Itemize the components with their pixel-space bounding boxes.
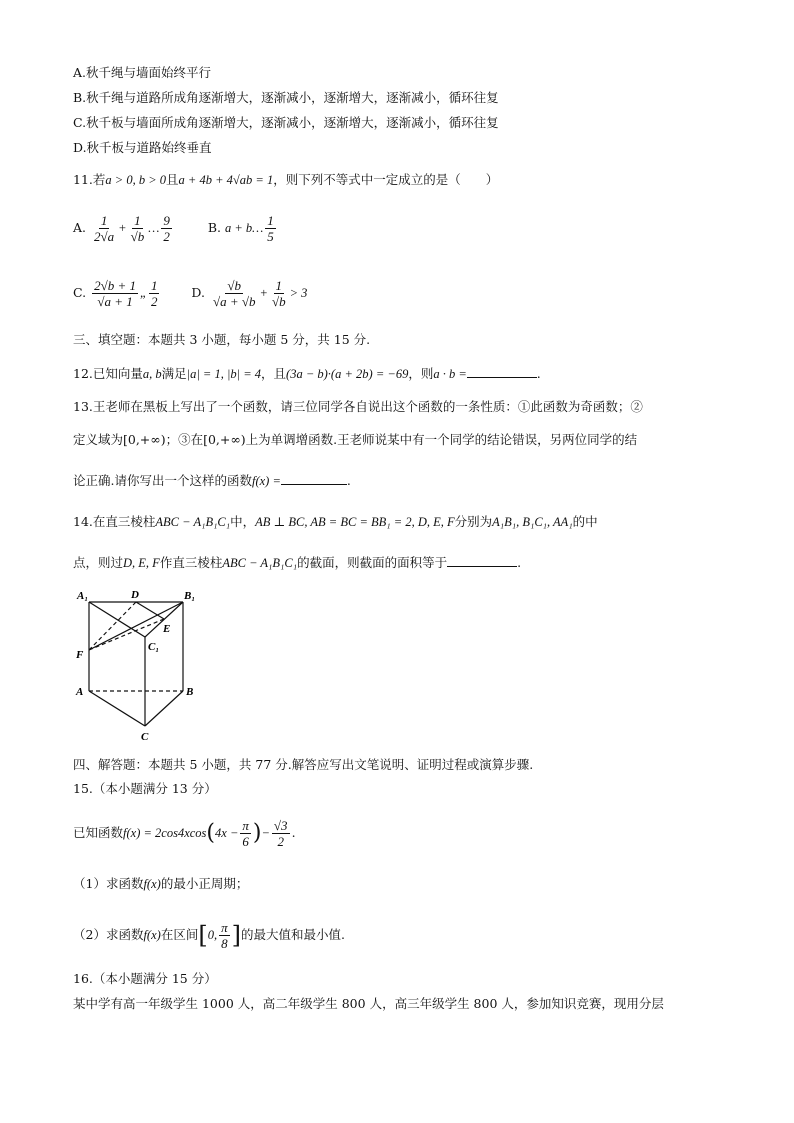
frac-den: √a + √b xyxy=(212,294,256,309)
q12-pre: 12.已知向量 xyxy=(73,366,143,381)
edge-a-c xyxy=(89,691,145,726)
label-c1: C₁ xyxy=(148,641,160,653)
q11-opt-c-frac1 xyxy=(92,278,138,309)
q15-part2 xyxy=(73,917,345,954)
q12-mid3: ，则 xyxy=(408,366,434,381)
edge-a1-c1 xyxy=(89,602,145,637)
frac-den: 6 xyxy=(242,834,249,849)
q14-l1-mid: 中， xyxy=(230,514,256,529)
section3-heading: 三、填空题：本题共 3 小题，每小题 5 分，共 15 分. xyxy=(73,332,371,347)
q14-l1-mid2: 分别为 xyxy=(454,514,493,529)
q11-opt-b-label: B. xyxy=(207,220,221,235)
relation-sign: „ xyxy=(140,286,147,300)
label-d: D xyxy=(131,589,139,601)
frac-den: √b xyxy=(130,229,145,244)
q12-end: . xyxy=(536,366,541,381)
frac-num: 1 xyxy=(100,213,108,228)
frac-den: 2√a xyxy=(94,229,115,244)
q12-cond1: |a| = 1, |b| = 4 xyxy=(186,367,262,381)
q14-l2-points: D, E, F xyxy=(123,556,160,570)
q16-title: 16.（本小题满分 15 分） xyxy=(73,971,217,986)
q15-p2-end: 的最大值和最小值. xyxy=(240,927,345,942)
section4-heading: 四、解答题：本题共 5 小题，共 77 分.解答应写出文笔说明、证明过程或演算步骤. xyxy=(73,757,534,772)
q13-line3 xyxy=(73,472,351,490)
frac-num: 1 xyxy=(267,213,274,228)
q15-p1-pre: （1）求函数 xyxy=(73,876,144,891)
frac-num: 1 xyxy=(275,278,283,293)
label-a: A xyxy=(76,686,84,698)
q13-line1: 13.王老师在黑板上写出了一个函数，请三位同学各自说出这个函数的一条性质：①此函数为奇函数；② xyxy=(73,399,643,414)
q11-opt-d-frac2 xyxy=(270,278,288,309)
frac-num: 1 xyxy=(134,213,141,228)
q14-line1 xyxy=(73,513,598,531)
q15-stem xyxy=(73,815,296,852)
label-a1: A₁ xyxy=(77,590,89,602)
q11-opt-a-frac1 xyxy=(92,213,116,244)
q13-answer-blank xyxy=(281,472,347,485)
frac-den: 5 xyxy=(267,229,274,244)
label-c: C xyxy=(141,731,149,743)
q11-opt-a-label: A. xyxy=(73,220,87,235)
q15-interval-left: 0, xyxy=(207,928,218,942)
bracket-close: ] xyxy=(231,921,241,950)
q12-mid1: 满足 xyxy=(161,366,187,381)
frac-num: √3 xyxy=(273,818,288,833)
frac-num: √b xyxy=(227,278,242,293)
q14-l2-pre: 点，则过 xyxy=(73,555,124,570)
minus-sign: − xyxy=(261,826,270,840)
q14-answer-blank xyxy=(447,554,517,567)
q14-condition: AB ⊥ BC, AB = BC = BB₁ = 2, D, E, F xyxy=(255,515,455,529)
plus-sign: + xyxy=(118,221,127,235)
label-b1: B₁ xyxy=(184,590,196,602)
q10-option-b: B.秋千绳与道路所成角逐渐增大，逐渐减小，逐渐增大，逐渐减小，循环往复 xyxy=(73,90,499,105)
q11-opt-a-frac3 xyxy=(161,213,172,244)
q15-part1 xyxy=(73,875,248,893)
q11-condition: a > 0, b > 0 xyxy=(105,173,167,187)
label-b: B xyxy=(186,686,194,698)
plus-sign: + xyxy=(259,286,268,300)
q13-line2: 定义域为[0,+∞)；③在[0,+∞)上为单调增函数.王老师说某中有一个同学的结论错误，另两位同学的结 xyxy=(73,432,638,447)
q11-opt-c-frac2 xyxy=(149,278,160,309)
frac-den: √a + 1 xyxy=(97,294,133,309)
q13-end: . xyxy=(346,473,351,488)
q15-interval-frac xyxy=(219,920,230,951)
paren-close: ) xyxy=(252,820,262,846)
frac-den: 8 xyxy=(221,936,228,951)
q11-stem-mid: 且 xyxy=(166,172,179,187)
q11-stem xyxy=(73,171,498,189)
q14-l2-mid: 作直三棱柱 xyxy=(159,555,223,570)
frac-num: 1 xyxy=(150,278,158,293)
q12-ask: a · b = xyxy=(433,367,467,381)
q11-opt-d-frac1 xyxy=(211,278,258,309)
q10-option-c: C.秋千板与墙面所成角逐渐增大，逐渐减小，逐渐增大，逐渐减小，循环往复 xyxy=(73,115,499,130)
paren-open: ( xyxy=(206,820,216,846)
q11-stem-pre: 11.若 xyxy=(73,172,106,187)
frac-num: 2√b + 1 xyxy=(94,278,136,293)
label-e: E xyxy=(163,623,171,635)
relation-sign: … xyxy=(148,221,160,235)
q14-line2 xyxy=(73,554,521,572)
q11-opt-b-expr: a + b… xyxy=(224,221,264,235)
q16-line: 某中学有高一年级学生 1000 人，高二年级学生 800 人，高三年级学生 800 人，参加知识竞赛，现用分层 xyxy=(73,996,664,1011)
q15-arg-frac xyxy=(240,818,251,849)
q14-l2-end: 的截面，则截面的面积等于 xyxy=(297,555,448,570)
q15-stem-pre: 已知函数 xyxy=(73,825,124,840)
q11-stem-post: ，则下列不等式中一定成立的是（ ） xyxy=(273,172,499,187)
label-f: F xyxy=(76,649,84,661)
q15-p2-pre: （2）求函数 xyxy=(73,927,144,942)
segment-d-e xyxy=(136,602,164,619)
q15-p2-mid: 在区间 xyxy=(160,927,199,942)
q12-mid2: ，且 xyxy=(261,366,287,381)
q14-l2-prism: ABC − A₁B₁C₁ xyxy=(222,556,298,570)
frac-den: 2 xyxy=(277,834,284,849)
q12-cond2: (3a − b)·(a + 2b) = −69 xyxy=(286,367,409,381)
frac-den: √b xyxy=(271,294,286,309)
q15-frac2 xyxy=(272,818,290,849)
q14-l1-pre: 14.在直三棱柱 xyxy=(73,514,156,529)
q10-option-d: D.秋千板与道路始终垂直 xyxy=(73,140,212,155)
q15-p1-end: 的最小正周期； xyxy=(160,876,249,891)
frac-den: 2 xyxy=(150,294,158,309)
q11-options-ab xyxy=(73,211,278,245)
q15-p2-fx: f(x) xyxy=(143,928,161,942)
frac-den: 2 xyxy=(163,229,170,244)
q11-opt-d-label: D. xyxy=(191,285,205,300)
frac-num: π xyxy=(242,818,249,833)
q12 xyxy=(73,365,541,383)
q11-options-cd xyxy=(73,275,307,311)
frac-num: π xyxy=(221,920,228,935)
q14-points: A₁B₁, B₁C₁, AA₁ xyxy=(492,515,573,529)
q10-option-a: A.秋千绳与墙面始终平行 xyxy=(73,65,212,80)
q14-prism: ABC − A₁B₁C₁ xyxy=(155,515,231,529)
q13-l3-pre: 论正确.请你写出一个这样的函数 xyxy=(73,473,252,488)
edge-b-c xyxy=(145,691,183,726)
q15-stem-end: . xyxy=(291,825,296,840)
q15-p1-fx: f(x) xyxy=(143,877,161,891)
q14-l1-end: 的中 xyxy=(572,514,598,529)
q15-title: 15.（本小题满分 13 分） xyxy=(73,781,217,796)
q15-arg-pre: 4x − xyxy=(215,826,239,840)
q11-equation: a + 4b + 4√ab = 1 xyxy=(178,173,274,187)
q15-func: f(x) = 2cos4xcos xyxy=(123,826,207,840)
q12-vectors: a, b xyxy=(142,367,162,381)
q11-opt-c-label: C. xyxy=(73,285,87,300)
q12-answer-blank xyxy=(467,365,537,378)
prism-figure xyxy=(70,588,210,743)
frac-num: 9 xyxy=(163,213,170,228)
q14-l2-dot: . xyxy=(517,555,522,570)
segment-f-d xyxy=(89,602,136,650)
relation-sign: > 3 xyxy=(289,286,308,300)
bracket-open: [ xyxy=(198,921,208,950)
q13-fx: f(x) = xyxy=(251,474,281,488)
q11-opt-b-frac xyxy=(265,213,276,244)
q11-opt-a-frac2 xyxy=(129,213,147,244)
